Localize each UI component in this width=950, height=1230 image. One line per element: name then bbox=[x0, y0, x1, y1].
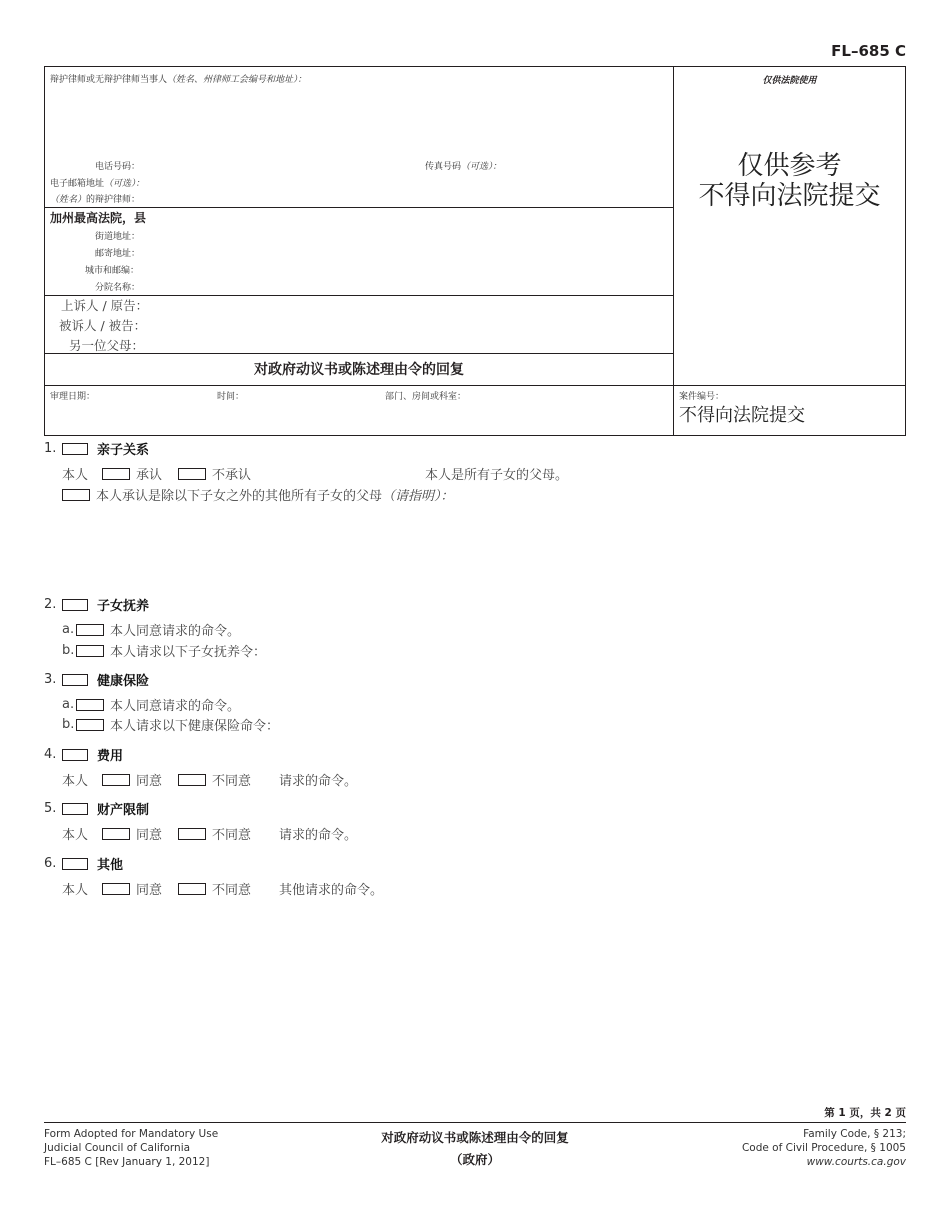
divider-attorney bbox=[45, 207, 673, 208]
section-4-title: 费用 bbox=[97, 749, 124, 764]
section-2-title: 子女抚养 bbox=[97, 599, 150, 614]
section-6-agree-checkbox[interactable] bbox=[102, 883, 130, 895]
court-use-label: 仅供法院使用 bbox=[762, 76, 817, 86]
email-label-text: 电子邮箱地址 bbox=[50, 179, 105, 189]
street-label: 街道地址： bbox=[95, 232, 141, 242]
phone-label: 电话号码： bbox=[95, 162, 141, 172]
attorney-label-hint: （姓名、州律师工会编号和地址）： bbox=[167, 75, 307, 85]
section-6-header bbox=[44, 854, 123, 873]
section-3-a-text: 本人同意请求的命令。 bbox=[110, 699, 241, 714]
email-hint: （可选）： bbox=[104, 179, 145, 189]
except-checkbox[interactable] bbox=[62, 489, 90, 501]
section-5-number: 5. bbox=[44, 801, 57, 816]
section-6-title: 其他 bbox=[97, 858, 124, 873]
section-2-b-letter: b. bbox=[62, 643, 75, 658]
section-1-checkbox[interactable] bbox=[62, 443, 88, 455]
section-2-b-text: 本人请求以下子女抚养令： bbox=[110, 645, 267, 660]
section-1-except-row bbox=[62, 485, 454, 504]
footer-divider bbox=[44, 1122, 906, 1123]
section-5-tail: 请求的命令。 bbox=[279, 828, 358, 843]
section-3-b-text: 本人请求以下健康保险命令： bbox=[110, 719, 280, 734]
fax-hint: （可选）： bbox=[461, 162, 502, 172]
divider-parties bbox=[45, 353, 673, 354]
section-3-title: 健康保险 bbox=[97, 674, 150, 689]
caption-divider bbox=[673, 67, 674, 435]
section-6-number: 6. bbox=[44, 856, 57, 871]
section-5-title: 财产限制 bbox=[97, 803, 150, 818]
deny-label: 不承认 bbox=[212, 468, 252, 483]
section-4-number: 4. bbox=[44, 747, 57, 762]
section-3-b-row bbox=[62, 715, 279, 734]
footer-center bbox=[300, 1127, 650, 1171]
section-4-header bbox=[44, 745, 123, 764]
section-3-b-letter: b. bbox=[62, 717, 75, 732]
hearing-date-label: 审理日期： bbox=[50, 392, 96, 402]
section-4-row bbox=[62, 770, 357, 789]
section-6-disagree-label: 不同意 bbox=[212, 883, 252, 898]
section-3-a-checkbox[interactable] bbox=[76, 699, 104, 711]
deny-checkbox[interactable] bbox=[178, 468, 206, 480]
footer-title: 对政府动议书或陈述理由令的回复 bbox=[381, 1130, 569, 1145]
fax-label bbox=[425, 159, 502, 172]
section-6-row bbox=[62, 879, 383, 898]
attorney-for-label bbox=[50, 192, 140, 205]
section-1-admit-row bbox=[62, 464, 251, 483]
section-4-agree-checkbox[interactable] bbox=[102, 774, 130, 786]
mailing-label: 邮寄地址： bbox=[95, 249, 141, 259]
section-6-checkbox[interactable] bbox=[62, 858, 88, 870]
section-4-tail: 请求的命令。 bbox=[279, 774, 358, 789]
section-3-a-row bbox=[62, 695, 240, 714]
reference-stamp bbox=[674, 151, 905, 211]
footer-left-1: Form Adopted for Mandatory Use bbox=[44, 1128, 219, 1140]
section-5-disagree-checkbox[interactable] bbox=[178, 828, 206, 840]
respondent-label: 被诉人 / 被告： bbox=[59, 318, 147, 333]
section-1-i-label: 本人 bbox=[62, 468, 89, 483]
form-number: FL–685 C bbox=[831, 42, 906, 60]
footer-left-3: FL–685 C [Rev January 1, 2012] bbox=[44, 1156, 210, 1168]
section-5-agree-checkbox[interactable] bbox=[102, 828, 130, 840]
section-5-agree-label: 同意 bbox=[136, 828, 163, 843]
section-4-i-label: 本人 bbox=[62, 774, 89, 789]
footer-right-2: Code of Civil Procedure, § 1005 bbox=[741, 1142, 906, 1154]
page-number: 第 1 页，共 2 页 bbox=[824, 1107, 906, 1119]
section-2-b-checkbox[interactable] bbox=[76, 645, 104, 657]
admit-label: 承认 bbox=[136, 468, 163, 483]
section-6-agree-label: 同意 bbox=[136, 883, 163, 898]
footer-left-2: Judicial Council of California bbox=[44, 1142, 191, 1154]
section-3-b-checkbox[interactable] bbox=[76, 719, 104, 731]
except-text: 本人承认是除以下子女之外的其他所有子女的父母 bbox=[96, 489, 383, 504]
attorney-label bbox=[50, 72, 307, 85]
motion-title: 对政府动议书或陈述理由令的回复 bbox=[254, 362, 464, 378]
stamp-line-2: 不得向法院提交 bbox=[698, 181, 881, 211]
attorney-label-text: 辩护律师或无辩护律师当事人 bbox=[50, 75, 168, 85]
section-4-agree-label: 同意 bbox=[136, 774, 163, 789]
footer-subtitle: （政府） bbox=[449, 1152, 500, 1167]
section-3-header bbox=[44, 670, 149, 689]
case-number-value[interactable]: 不得向法院提交 bbox=[679, 405, 805, 426]
footer-left bbox=[44, 1127, 218, 1169]
dept-label: 部门、房间或科室： bbox=[385, 392, 467, 402]
footer-website-link[interactable]: www.courts.ca.gov bbox=[806, 1156, 906, 1168]
city-zip-label: 城市和邮编： bbox=[85, 266, 140, 276]
section-2-a-checkbox[interactable] bbox=[76, 624, 104, 636]
section-4-disagree-label: 不同意 bbox=[212, 774, 252, 789]
section-5-i-label: 本人 bbox=[62, 828, 89, 843]
except-hint: （请指明）： bbox=[382, 489, 454, 504]
section-2-a-letter: a. bbox=[62, 622, 75, 637]
section-2-header bbox=[44, 595, 149, 614]
email-label bbox=[50, 176, 145, 189]
fax-label-text: 传真号码 bbox=[425, 162, 462, 172]
admit-checkbox[interactable] bbox=[102, 468, 130, 480]
section-1-number: 1. bbox=[44, 441, 57, 456]
section-5-row bbox=[62, 824, 357, 843]
section-5-checkbox[interactable] bbox=[62, 803, 88, 815]
time-label: 时间： bbox=[217, 392, 245, 402]
section-2-a-row bbox=[62, 620, 240, 639]
section-1-title: 亲子关系 bbox=[97, 443, 150, 458]
section-4-checkbox[interactable] bbox=[62, 749, 88, 761]
section-3-a-letter: a. bbox=[62, 697, 75, 712]
attorney-for-text: 的辩护律师： bbox=[86, 195, 141, 205]
petitioner-label: 上诉人 / 原告： bbox=[61, 298, 149, 313]
attorney-for-hint: （姓名） bbox=[50, 195, 87, 205]
branch-label: 分院名称： bbox=[95, 283, 141, 293]
section-2-b-row bbox=[62, 641, 266, 660]
section-2-a-text: 本人同意请求的命令。 bbox=[110, 624, 241, 639]
footer-right-1: Family Code, § 213; bbox=[803, 1128, 906, 1140]
section-6-disagree-checkbox[interactable] bbox=[178, 883, 206, 895]
section-2-checkbox[interactable] bbox=[62, 599, 88, 611]
case-number-label: 案件编号： bbox=[679, 392, 725, 402]
section-1-header bbox=[44, 439, 149, 458]
other-parent-label: 另一位父母： bbox=[69, 338, 145, 353]
section-6-i-label: 本人 bbox=[62, 883, 89, 898]
caption-box bbox=[44, 66, 906, 436]
section-1-tail: 本人是所有子女的父母。 bbox=[425, 468, 569, 483]
section-3-number: 3. bbox=[44, 672, 57, 687]
section-4-disagree-checkbox[interactable] bbox=[178, 774, 206, 786]
section-2-number: 2. bbox=[44, 597, 57, 612]
footer-right bbox=[742, 1127, 906, 1169]
divider-title bbox=[45, 385, 905, 386]
section-6-tail: 其他请求的命令。 bbox=[279, 883, 384, 898]
section-3-checkbox[interactable] bbox=[62, 674, 88, 686]
section-5-header bbox=[44, 799, 149, 818]
court-title: 加州最高法院，县 bbox=[50, 211, 147, 225]
section-5-disagree-label: 不同意 bbox=[212, 828, 252, 843]
stamp-line-1: 仅供参考 bbox=[737, 151, 842, 181]
